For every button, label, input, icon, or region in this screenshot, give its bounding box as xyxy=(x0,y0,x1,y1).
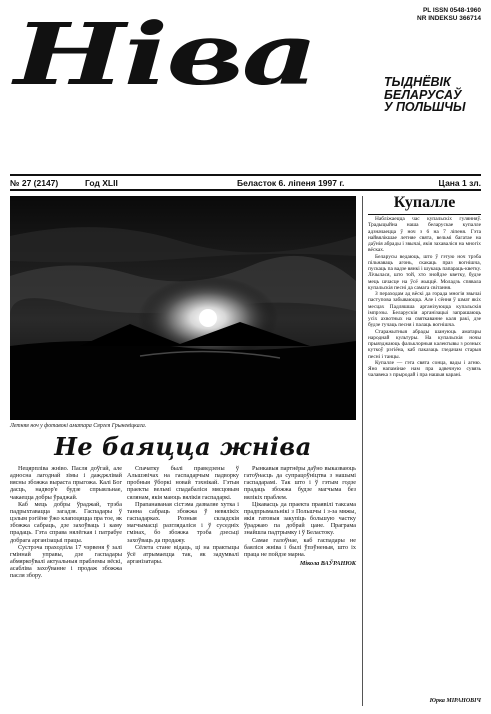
side-paragraph: Купалле — гэта свята сонца, вады і агню. Яно напамінае нам пра адвечную сувязь чалавека з прыродай і пра нашыя каранi. xyxy=(368,359,481,379)
column-divider xyxy=(362,196,363,706)
article-paragraph: Цікавасць да праекта праявілі таксама прадпрымальнікі з Польшчы і з-за мяжы, якія гатовыя закупіць большую частку ўраджаю па добрай цане. Праграма знайшла падтрымку і ў Беластоку. xyxy=(244,500,356,537)
tagline-line-1: ТЫДНЁВІК xyxy=(384,75,451,89)
main-headline: Не баяцца жніва xyxy=(54,432,312,461)
tagline-line-3: У ПОЛЬШЧЫ xyxy=(384,100,466,114)
night-photo xyxy=(10,196,356,420)
article-paragraph: Нецярпліва жніво. Пасля доўгай, але адносна лагоднай зімы і дажджлівай вясны збожжа выраста прыгожа. Калі Бог дасць, надвор'е будзе спрыяльнае, чакаецца добры ўраджай. xyxy=(10,465,122,501)
masthead-tagline xyxy=(384,76,466,114)
main-article-column-1 xyxy=(10,465,122,580)
issn-block xyxy=(417,7,481,23)
issue-number: № 27 (2147) xyxy=(10,178,59,188)
side-paragraph: Набліжаецца час купальскіх гулянняў. Традыцыйна наша беларускае купалле адзначаецца ў ноч з 6 на 7 ліпеня. Гэта найвялікшае летняе свята, вельмі багатае на даўнія абрады і звычаі, якія захаваліся на многіх вёсках. xyxy=(368,216,481,254)
side-paragraph: Беларусы ведаюць, што ў гэтую ноч трэба пільнаваць агонь, скакаць праз вогнішча, пускаць па вадзе вянкі і шукаць папараць-кветку. Лічылася, што той, хто знойдзе кветку, будзе мець шчасце на ўсё жыццё. Моладзь спявала купальскія песні да самага світання. xyxy=(368,253,482,291)
side-article-body xyxy=(368,216,481,379)
night-photo-image xyxy=(10,196,356,420)
masthead-title: Ніва xyxy=(14,4,317,105)
side-paragraph: З пераходам ад вёскі да горада многія звычаі паступова забываюцца. Але і сёння ў шмат якіх месцах Падляшша арганізуюцца купальскія імпрэзы. Беларускія арганізацыі запрашаюць усіх ахвотных на святкаванне каля ракі, дзе будзе гучаць песня і палаць вогнішча. xyxy=(368,291,481,329)
issn-number: PL ISSN 0548-1960 xyxy=(422,7,481,14)
tagline-line-2: БЕЛАРУСАЎ xyxy=(384,87,462,102)
index-number: NR INDEKSU 366714 xyxy=(417,15,481,22)
main-article-column-2 xyxy=(127,465,239,565)
article-paragraph: Сустрэча праходзіла 17 чэрвеня ў залі гміннай управы, дзе гаспадары абмяркоўвалі актуальныя праблемы вёскі, асабліва захоўванне і продаж збожжа пасля збору. xyxy=(10,543,122,580)
issue-info-bar xyxy=(10,174,481,191)
article-paragraph: Каб мець добры ўраджай, трэба падрыхтавацца загадзя. Гаспадары ў цэлым рэгіёне ўжо клапоцяцца пра тое, як збожжа сабраць, дзе захоўваць і каму прадаць. Гэта справа нялёгкая і патрабуе добрага арганізацыі працы. xyxy=(10,500,122,544)
article-paragraph: Самае галоўнае, каб гаспадары не баяліся жніва і былі ўпэўненыя, што іх праца не пойдзе марна. xyxy=(244,536,356,558)
main-article-author: Мікола ВАЎРАНЮК xyxy=(299,560,356,568)
article-paragraph: Спачатку былі праведзены ў Альшэвічах на гаспадарчым падворку пробныя ўборкі новай тэхнікай. Гэтыя праекты вельмі спадабаліся мясцовым сялянам, якія маюць вялікія гаспадаркі. xyxy=(127,465,239,501)
side-article-author: Юрка МІРАНОВІЧ xyxy=(429,698,481,704)
article-paragraph: Рынкавыя партнёры даўно выказваюць гатоўнасць да супрацоўніцтва з нашымі гаспадарамі. Так што і ў гэтым годзе прадаць збожжа будзе магчыма без вялікіх праблем. xyxy=(244,465,356,501)
side-article-title: Купалле xyxy=(368,194,481,215)
main-article-column-3 xyxy=(244,465,356,567)
issue-date: Беласток 6. ліпеня 1997 г. xyxy=(237,178,345,188)
issue-year: Год XLII xyxy=(85,178,118,188)
photo-caption: Летняя ноч у фотавокі аматара Сяргея Грыневіцкага. xyxy=(10,423,147,429)
article-paragraph: Сёлета стане відаць, ці на практыцы ўсё атрымаецца так, як задумвалі арганізатары. xyxy=(127,543,239,566)
side-paragraph: Старажытныя абрады шануюць аматары народнай культуры. На купальскія ночы прыязджаюць фальклорныя калектывы з розных куткоў рэгіёна, каб паказаць гледачам старыя песні і танцы. xyxy=(368,328,481,360)
issue-price: Цана 1 зл. xyxy=(438,178,481,188)
article-paragraph: Прапанаваная сістэма дазваляе хутка і танна сабраць збожжа ў невялікіх гаспадарках. Розныя складскія магчымасці разглядаліся і ў суседніх гмінах, бо збожжа трэба дзесьці захоўваць да продажу. xyxy=(127,500,239,544)
